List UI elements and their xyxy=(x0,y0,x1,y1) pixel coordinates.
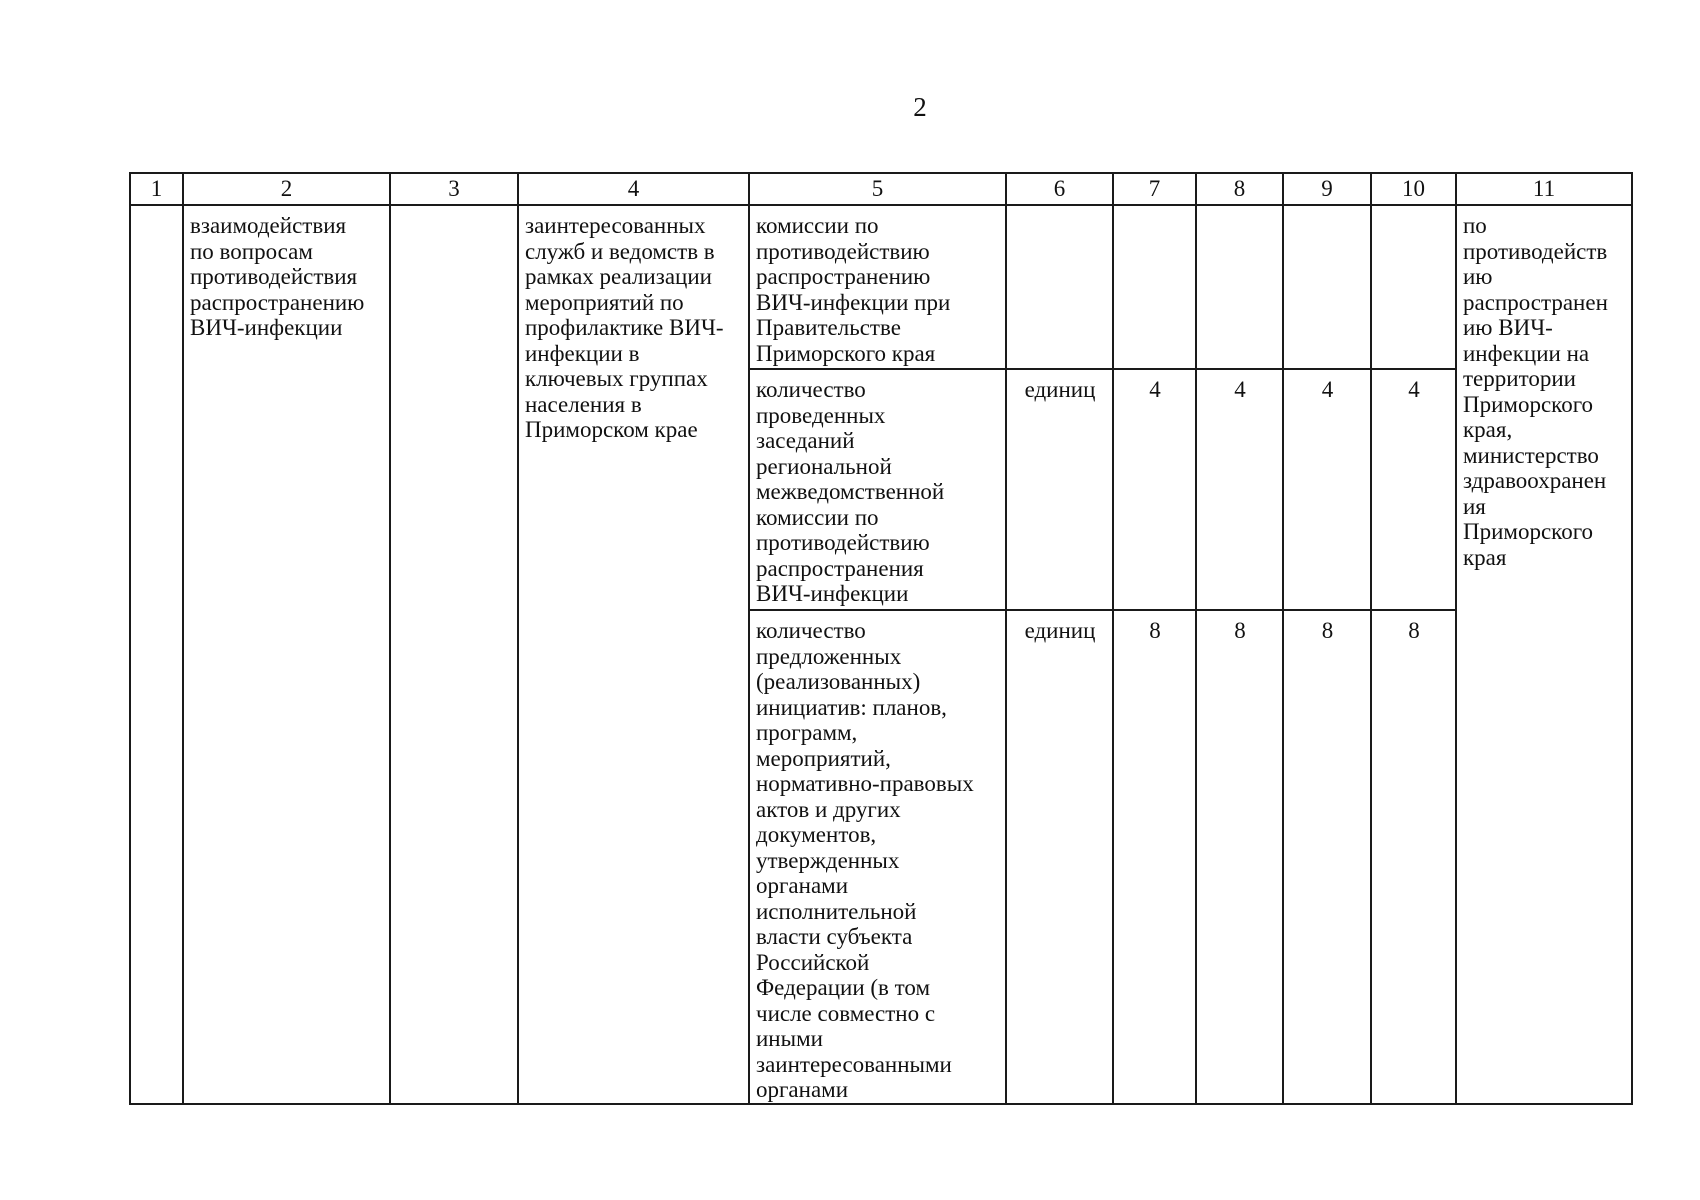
header-col-1: 1 xyxy=(130,173,183,205)
header-col-3: 3 xyxy=(390,173,518,205)
table-row xyxy=(130,205,1632,369)
task-cell: взаимодействия по вопросам противодействия распространению ВИЧ-инфекции xyxy=(183,205,390,1104)
value-cell-col-10: 8 xyxy=(1371,610,1456,1104)
value-cell-col-8 xyxy=(1196,205,1283,369)
header-col-5: 5 xyxy=(749,173,1006,205)
program-table xyxy=(129,172,1633,1105)
empty-cell-col-3 xyxy=(390,205,518,1104)
header-col-7: 7 xyxy=(1113,173,1196,205)
header-col-6: 6 xyxy=(1006,173,1113,205)
header-col-2: 2 xyxy=(183,173,390,205)
unit-cell: единиц xyxy=(1006,610,1113,1104)
value-cell-col-10: 4 xyxy=(1371,369,1456,610)
indicator-cell: количество предложенных (реализованных) инициатив: планов, программ, мероприятий, нормативно-правовых актов и других документов, утвержденных органами исполнительной власти субъекта Российской Федерации (в том числе совместно с иными заинтересованными органами xyxy=(749,610,1006,1104)
row-number-cell xyxy=(130,205,183,1104)
indicator-cell: количество проведенных заседаний региональной межведомственной комиссии по противодействию распространения ВИЧ-инфекции xyxy=(749,369,1006,610)
responsible-cell: по противодейств ию распространен ию ВИЧ- инфекции на территории Приморского края, министерство здравоохранен ия Приморского края xyxy=(1456,205,1632,1104)
value-cell-col-7: 4 xyxy=(1113,369,1196,610)
value-cell-col-7: 8 xyxy=(1113,610,1196,1104)
header-col-9: 9 xyxy=(1283,173,1371,205)
header-col-4: 4 xyxy=(518,173,749,205)
unit-cell xyxy=(1006,205,1113,369)
value-cell-col-9 xyxy=(1283,205,1371,369)
unit-cell: единиц xyxy=(1006,369,1113,610)
header-col-8: 8 xyxy=(1196,173,1283,205)
header-col-10: 10 xyxy=(1371,173,1456,205)
indicator-cell: комиссии по противодействию распространению ВИЧ-инфекции при Правительстве Приморского края xyxy=(749,205,1006,369)
activity-cell: заинтересованных служб и ведомств в рамках реализации мероприятий по профилактике ВИЧ- инфекции в ключевых группах населения в Приморском крае xyxy=(518,205,749,1104)
header-row xyxy=(130,173,1632,205)
value-cell-col-9: 8 xyxy=(1283,610,1371,1104)
value-cell-col-7 xyxy=(1113,205,1196,369)
header-col-11: 11 xyxy=(1456,173,1632,205)
value-cell-col-8: 8 xyxy=(1196,610,1283,1104)
value-cell-col-8: 4 xyxy=(1196,369,1283,610)
page-number: 2 xyxy=(913,92,927,122)
value-cell-col-9: 4 xyxy=(1283,369,1371,610)
value-cell-col-10 xyxy=(1371,205,1456,369)
